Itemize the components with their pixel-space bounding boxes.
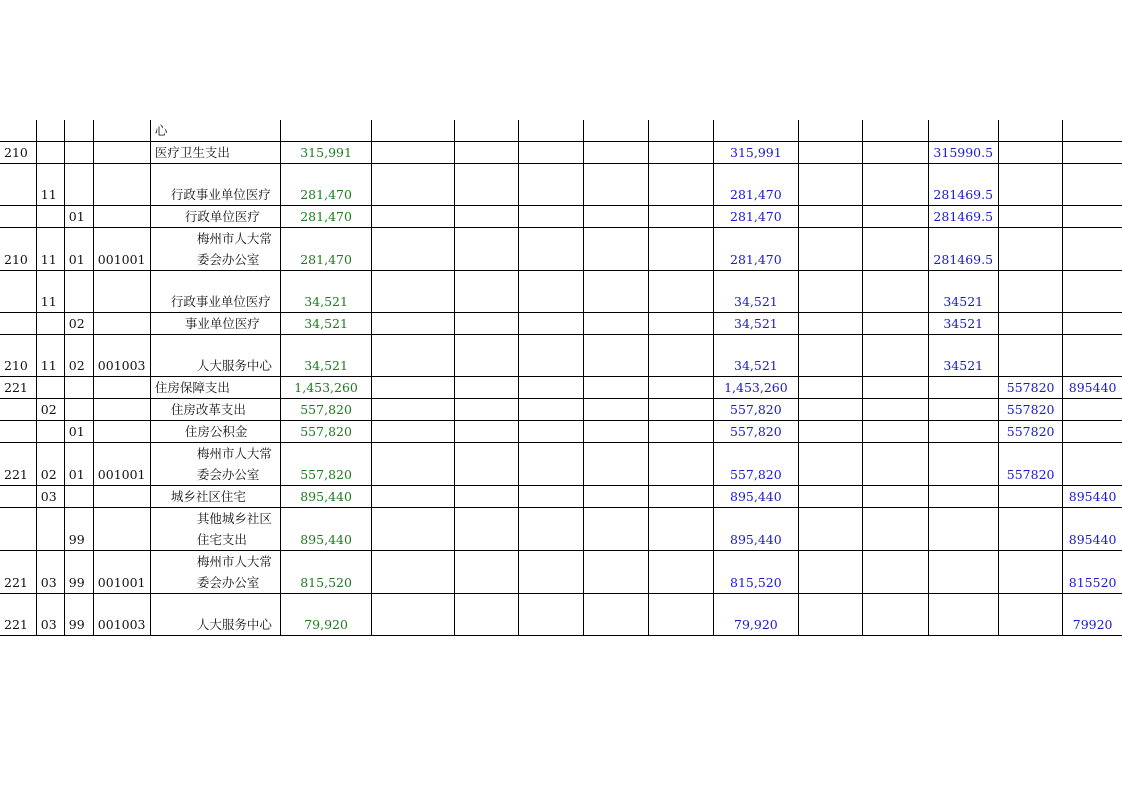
cell-value-a [928,377,999,399]
cell-empty [454,443,518,486]
cell-value-c [1063,120,1122,142]
cell-empty [584,377,648,399]
cell-value-c [1063,399,1122,421]
cell-empty [371,421,454,443]
cell-fiscal: 557,820 [713,443,798,486]
cell-empty [454,228,518,271]
cell-xiang-code [64,377,93,399]
cell-value-c [1063,228,1122,271]
cell-kuan-code [36,377,64,399]
cell-empty [518,271,583,313]
budget-table [0,120,1122,636]
cell-empty [454,551,518,594]
cell-empty [863,594,928,636]
cell-empty [584,164,648,206]
cell-value-b [999,335,1063,377]
cell-value-b: 557820 [999,443,1063,486]
cell-subject-name: 住房公积金 [150,421,281,443]
cell-empty [454,164,518,206]
cell-value-b [999,142,1063,164]
cell-total: 34,521 [281,271,371,313]
cell-empty [518,164,583,206]
cell-empty [454,486,518,508]
cell-value-a: 281469.5 [928,164,999,206]
cell-unit-code: 001003 [93,594,150,636]
cell-empty [584,399,648,421]
cell-empty [584,443,648,486]
cell-empty [584,142,648,164]
cell-value-c: 815520 [1063,551,1122,594]
cell-kuan-code [36,142,64,164]
cell-class-code: 210 [0,335,36,377]
cell-empty [798,313,862,335]
cell-value-a [928,551,999,594]
cell-subject-name: 人大服务中心 [150,594,281,636]
cell-empty [371,271,454,313]
cell-empty [648,443,713,486]
cell-fiscal [713,120,798,142]
cell-empty [454,377,518,399]
cell-class-code [0,508,36,551]
cell-kuan-code: 11 [36,271,64,313]
cell-value-a [928,594,999,636]
cell-value-c [1063,443,1122,486]
cell-class-code [0,313,36,335]
table-row [0,142,1122,164]
cell-empty [454,508,518,551]
cell-xiang-code [64,142,93,164]
cell-kuan-code [36,421,64,443]
cell-fiscal: 281,470 [713,164,798,206]
cell-fiscal: 557,820 [713,421,798,443]
cell-kuan-code: 02 [36,443,64,486]
cell-empty [648,313,713,335]
cell-value-b [999,206,1063,228]
table-row [0,271,1122,313]
cell-value-b [999,508,1063,551]
cell-empty [518,335,583,377]
cell-kuan-code [36,120,64,142]
cell-empty [584,486,648,508]
cell-empty [798,551,862,594]
cell-empty [518,594,583,636]
cell-kuan-code: 03 [36,551,64,594]
cell-empty [518,206,583,228]
cell-unit-code [93,399,150,421]
cell-value-a: 281469.5 [928,228,999,271]
cell-empty [863,486,928,508]
cell-subject-name: 梅州市人大常委会办公室 [150,228,281,271]
cell-empty [863,377,928,399]
cell-xiang-code [64,399,93,421]
cell-value-c [1063,164,1122,206]
table-row [0,335,1122,377]
cell-empty [648,508,713,551]
cell-value-b [999,164,1063,206]
cell-kuan-code: 11 [36,228,64,271]
cell-value-a [928,443,999,486]
cell-empty [371,551,454,594]
cell-empty [518,313,583,335]
cell-empty [371,486,454,508]
cell-xiang-code: 99 [64,508,93,551]
cell-empty [454,399,518,421]
cell-kuan-code: 11 [36,335,64,377]
table-row [0,164,1122,206]
cell-unit-code [93,164,150,206]
cell-total: 815,520 [281,551,371,594]
cell-fiscal: 34,521 [713,313,798,335]
cell-empty [648,228,713,271]
cell-value-c: 79920 [1063,594,1122,636]
cell-total: 557,820 [281,443,371,486]
cell-xiang-code [64,271,93,313]
cell-class-code [0,120,36,142]
cell-empty [863,508,928,551]
cell-subject-name: 心 [150,120,281,142]
cell-empty [798,206,862,228]
cell-value-c [1063,421,1122,443]
cell-value-c [1063,142,1122,164]
cell-empty [518,228,583,271]
cell-total: 557,820 [281,399,371,421]
cell-empty [798,399,862,421]
cell-class-code [0,164,36,206]
cell-value-a [928,120,999,142]
cell-empty [371,164,454,206]
cell-total: 79,920 [281,594,371,636]
cell-value-b [999,313,1063,335]
cell-fiscal: 557,820 [713,399,798,421]
table-row [0,399,1122,421]
cell-empty [518,120,583,142]
table-row [0,594,1122,636]
table-row [0,377,1122,399]
cell-xiang-code [64,164,93,206]
cell-subject-name: 其他城乡社区住宅支出 [150,508,281,551]
cell-empty [518,377,583,399]
cell-subject-name: 行政事业单位医疗 [150,164,281,206]
cell-empty [648,377,713,399]
cell-class-code: 221 [0,551,36,594]
cell-empty [798,335,862,377]
cell-empty [863,335,928,377]
cell-subject-name: 住房改革支出 [150,399,281,421]
cell-subject-name: 人大服务中心 [150,335,281,377]
cell-empty [584,594,648,636]
cell-subject-name: 行政单位医疗 [150,206,281,228]
table-row [0,508,1122,551]
cell-value-c [1063,271,1122,313]
cell-class-code: 210 [0,142,36,164]
cell-subject-name: 事业单位医疗 [150,313,281,335]
cell-empty [371,508,454,551]
cell-empty [518,421,583,443]
cell-value-a: 281469.5 [928,206,999,228]
cell-empty [454,271,518,313]
cell-empty [454,142,518,164]
cell-empty [863,164,928,206]
cell-class-code: 221 [0,377,36,399]
cell-empty [863,551,928,594]
cell-class-code [0,206,36,228]
cell-unit-code [93,206,150,228]
cell-value-a [928,508,999,551]
cell-unit-code: 001001 [93,228,150,271]
cell-kuan-code [36,313,64,335]
cell-empty [518,399,583,421]
cell-unit-code: 001003 [93,335,150,377]
cell-empty [863,313,928,335]
cell-total [281,120,371,142]
cell-empty [518,508,583,551]
cell-value-b [999,486,1063,508]
cell-xiang-code: 01 [64,443,93,486]
cell-empty [584,206,648,228]
cell-empty [863,142,928,164]
cell-kuan-code [36,508,64,551]
cell-subject-name: 梅州市人大常委会办公室 [150,551,281,594]
cell-total: 1,453,260 [281,377,371,399]
cell-empty [371,120,454,142]
cell-empty [798,486,862,508]
cell-empty [863,443,928,486]
cell-class-code [0,271,36,313]
cell-fiscal: 34,521 [713,335,798,377]
cell-total: 895,440 [281,508,371,551]
cell-value-c [1063,313,1122,335]
cell-unit-code [93,313,150,335]
cell-fiscal: 815,520 [713,551,798,594]
cell-empty [648,120,713,142]
cell-empty [518,551,583,594]
cell-subject-name: 医疗卫生支出 [150,142,281,164]
cell-empty [371,594,454,636]
cell-value-c: 895440 [1063,486,1122,508]
cell-value-b [999,551,1063,594]
cell-empty [798,142,862,164]
cell-value-a: 315990.5 [928,142,999,164]
cell-value-a [928,399,999,421]
cell-empty [584,228,648,271]
cell-class-code: 221 [0,594,36,636]
cell-fiscal: 281,470 [713,206,798,228]
cell-value-c: 895440 [1063,377,1122,399]
table-row [0,443,1122,486]
cell-unit-code [93,271,150,313]
cell-xiang-code: 01 [64,206,93,228]
cell-empty [798,271,862,313]
cell-empty [648,399,713,421]
cell-empty [454,594,518,636]
cell-fiscal: 895,440 [713,508,798,551]
cell-empty [371,443,454,486]
cell-empty [648,594,713,636]
cell-total: 895,440 [281,486,371,508]
cell-value-b: 557820 [999,421,1063,443]
cell-class-code [0,421,36,443]
table-row [0,120,1122,142]
cell-empty [798,421,862,443]
cell-empty [454,206,518,228]
cell-subject-name: 住房保障支出 [150,377,281,399]
cell-total: 281,470 [281,206,371,228]
table-row [0,486,1122,508]
cell-fiscal: 281,470 [713,228,798,271]
table-row [0,313,1122,335]
cell-total: 557,820 [281,421,371,443]
cell-xiang-code: 99 [64,551,93,594]
cell-class-code: 210 [0,228,36,271]
cell-empty [863,228,928,271]
cell-empty [371,399,454,421]
cell-value-b [999,228,1063,271]
table-body [0,120,1122,636]
cell-subject-name: 城乡社区住宅 [150,486,281,508]
cell-empty [584,421,648,443]
cell-empty [454,335,518,377]
cell-class-code [0,486,36,508]
cell-empty [584,271,648,313]
cell-empty [584,551,648,594]
cell-total: 34,521 [281,335,371,377]
cell-empty [648,142,713,164]
cell-value-c: 895440 [1063,508,1122,551]
cell-fiscal: 79,920 [713,594,798,636]
table-row [0,228,1122,271]
cell-unit-code: 001001 [93,443,150,486]
cell-empty [584,120,648,142]
cell-empty [863,421,928,443]
cell-empty [648,271,713,313]
cell-empty [648,551,713,594]
cell-value-a: 34521 [928,335,999,377]
cell-empty [518,486,583,508]
cell-fiscal: 315,991 [713,142,798,164]
cell-value-b: 557820 [999,399,1063,421]
cell-empty [863,271,928,313]
cell-empty [371,313,454,335]
cell-fiscal: 34,521 [713,271,798,313]
cell-unit-code [93,421,150,443]
cell-unit-code [93,377,150,399]
table-row [0,206,1122,228]
cell-kuan-code: 03 [36,594,64,636]
cell-xiang-code: 01 [64,421,93,443]
cell-xiang-code: 99 [64,594,93,636]
cell-value-c [1063,335,1122,377]
cell-value-a: 34521 [928,271,999,313]
cell-unit-code: 001001 [93,551,150,594]
cell-empty [648,335,713,377]
cell-empty [371,228,454,271]
cell-unit-code [93,142,150,164]
cell-kuan-code: 11 [36,164,64,206]
cell-total: 281,470 [281,164,371,206]
cell-empty [863,206,928,228]
cell-empty [863,120,928,142]
cell-subject-name: 梅州市人大常委会办公室 [150,443,281,486]
cell-xiang-code: 02 [64,335,93,377]
table-row [0,551,1122,594]
cell-empty [798,164,862,206]
cell-xiang-code [64,486,93,508]
cell-empty [518,142,583,164]
cell-class-code: 221 [0,443,36,486]
cell-empty [371,335,454,377]
cell-total: 34,521 [281,313,371,335]
cell-xiang-code: 01 [64,228,93,271]
cell-class-code [0,399,36,421]
cell-empty [798,443,862,486]
cell-empty [371,206,454,228]
cell-empty [648,164,713,206]
cell-empty [863,399,928,421]
cell-empty [648,421,713,443]
cell-empty [648,486,713,508]
cell-value-b [999,594,1063,636]
cell-empty [371,377,454,399]
cell-value-b [999,120,1063,142]
cell-empty [798,377,862,399]
cell-kuan-code: 02 [36,399,64,421]
cell-value-a: 34521 [928,313,999,335]
cell-total: 281,470 [281,228,371,271]
cell-empty [584,313,648,335]
cell-fiscal: 895,440 [713,486,798,508]
cell-value-c [1063,206,1122,228]
cell-unit-code [93,120,150,142]
cell-empty [584,335,648,377]
cell-empty [798,594,862,636]
cell-unit-code [93,508,150,551]
cell-empty [454,120,518,142]
cell-empty [371,142,454,164]
cell-empty [648,206,713,228]
cell-empty [518,443,583,486]
cell-subject-name: 行政事业单位医疗 [150,271,281,313]
cell-empty [454,313,518,335]
cell-xiang-code: 02 [64,313,93,335]
cell-empty [798,508,862,551]
cell-empty [798,120,862,142]
cell-empty [454,421,518,443]
cell-kuan-code: 03 [36,486,64,508]
cell-value-a [928,421,999,443]
cell-empty [798,228,862,271]
cell-value-b: 557820 [999,377,1063,399]
cell-total: 315,991 [281,142,371,164]
cell-value-a [928,486,999,508]
cell-fiscal: 1,453,260 [713,377,798,399]
cell-empty [584,508,648,551]
table-row [0,421,1122,443]
cell-kuan-code [36,206,64,228]
cell-unit-code [93,486,150,508]
cell-xiang-code [64,120,93,142]
cell-value-b [999,271,1063,313]
